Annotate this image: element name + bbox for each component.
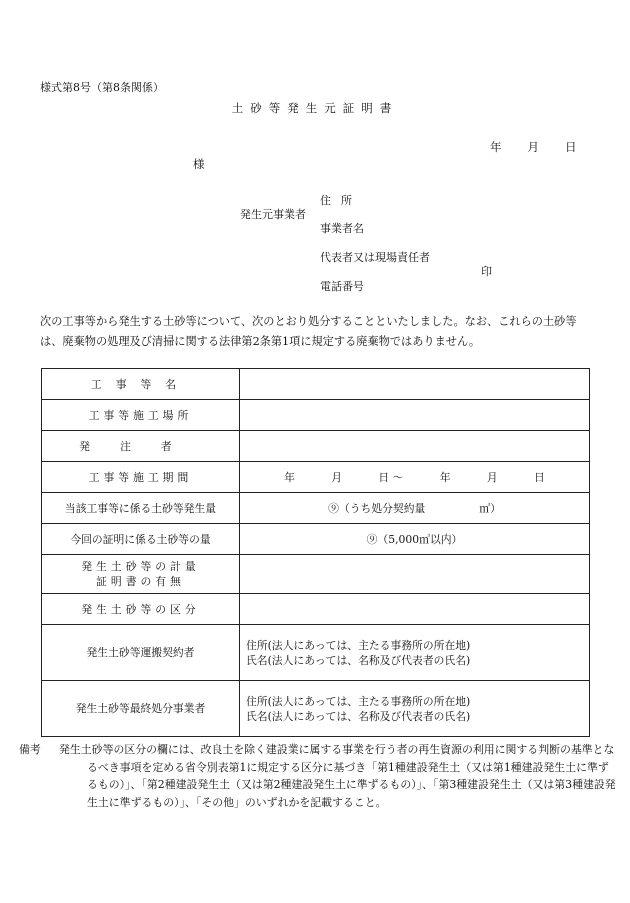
row-value-final-disposal[interactable] [240,681,590,737]
form-number: 様式第8号（第8条関係） [40,81,164,94]
transport-name-line: 氏名(法人にあっては、名称及び代表者の氏名) [246,653,471,667]
table-row [42,462,590,493]
row-value-soil-category[interactable] [240,594,590,625]
table-row [42,555,590,594]
table-row [42,369,590,400]
row-label-soil-category: 発生土砂等の区分 [42,594,240,625]
period-end-month: 月 [486,470,498,484]
issuer-business-name-label: 事業者名 [320,222,364,235]
row-label-measurement-certificate [42,555,240,594]
seal-mark: 印 [481,265,492,278]
period-end-year: 年 [439,470,451,484]
label-line-2: 証明書の有無 [96,575,185,588]
table-row [42,400,590,431]
remarks: 備考 発生土砂等の区分の欄には、改良土を除く建設業に属する事業を行う者の再生資源の利用に関する判断の基準となるべき事項を定める省令別表第1に規定する区分に基づき「第1種建設発生土（又は第1種建設発生土に準ずるもの）」、「第2種建設発生土（又は第2種建設発生土に準ずるもの）」、「第3種建設発生土（又は第3種建設発生土に準ずるもの）」、「その他」のいずれかを記載すること。 [19,743,616,809]
row-label-orderer: 発注者 [42,431,240,462]
certificate-table [41,368,590,737]
date-year: 年 [490,140,502,154]
row-value-measurement-certificate[interactable] [240,555,590,594]
label-line-1: 発生土砂等の計量 [81,560,200,573]
table-row [42,625,590,681]
table-row [42,493,590,524]
document-title: 土砂等発生元証明書 [231,101,399,115]
row-value-site[interactable] [240,400,590,431]
row-label-final-disposal: 発生土砂等最終処分事業者 [42,681,240,737]
issuer-address-label: 住所 [320,194,362,207]
disposal-name-line: 氏名(法人にあっては、名称及び代表者の氏名) [246,709,471,723]
table-row [42,524,590,555]
row-value-period[interactable] [240,462,590,493]
row-label-period: 工事等施工期間 [42,462,240,493]
intro-paragraph: 次の工事等から発生する土砂等について、次のとおり処分することといたしました。なお、これらの土砂等は、廃棄物の処理及び清掃に関する法律第2条第1項に規定する廃棄物ではありません。 [40,315,577,348]
row-value-transport-contractor[interactable] [240,625,590,681]
row-value-certified-volume[interactable]: ⑨（5,000㎥以内） [240,524,590,555]
date-month: 月 [527,140,539,154]
issuer-representative-label: 代表者又は現場責任者 [320,251,430,264]
row-label-site: 工事等施工場所 [42,400,240,431]
row-value-orderer[interactable] [240,431,590,462]
period-start-month: 月 [331,470,343,484]
addressee-suffix: 様 [193,157,205,171]
period-end-day: 日 [534,470,545,484]
table-row [42,681,590,737]
table-row [42,431,590,462]
period-start-day: 日 〜 [378,470,404,484]
disposal-address-line: 住所(法人にあっては、主たる事務所の所在地) [246,694,471,708]
row-label-certified-volume: 今回の証明に係る土砂等の量 [42,524,240,555]
issuer-label: 発生元事業者 [240,208,306,221]
transport-address-line: 住所(法人にあっては、主たる事務所の所在地) [246,638,471,652]
date-line [490,139,577,155]
remarks-text: 発生土砂等の区分の欄には、改良土を除く建設業に属する事業を行う者の再生資源の利用に関する判断の基準となるべき事項を定める省令別表第1に規定する区分に基づき「第1種建設発生土（又は第1種建設発生土に準ずるもの）」、「第2種建設発生土（又は第2種建設発生土に準ずるもの）」、「第3種建設発生土（又は第3種建設発生土に準ずるもの）」、「その他」のいずれかを記載すること。 [59,743,616,809]
row-label-transport-contractor: 発生土砂等運搬契約者 [42,625,240,681]
date-day: 日 [565,140,577,154]
row-value-project-name[interactable] [240,369,590,400]
row-label-generation-volume: 当該工事等に係る土砂等発生量 [42,493,240,524]
issuer-phone-label: 電話番号 [320,280,364,293]
row-value-generation-volume[interactable]: ⑨（うち処分契約量 ㎥） [240,493,590,524]
table-row [42,594,590,625]
period-start-year: 年 [284,470,295,484]
row-label-project-name: 工事等名 [42,369,240,400]
